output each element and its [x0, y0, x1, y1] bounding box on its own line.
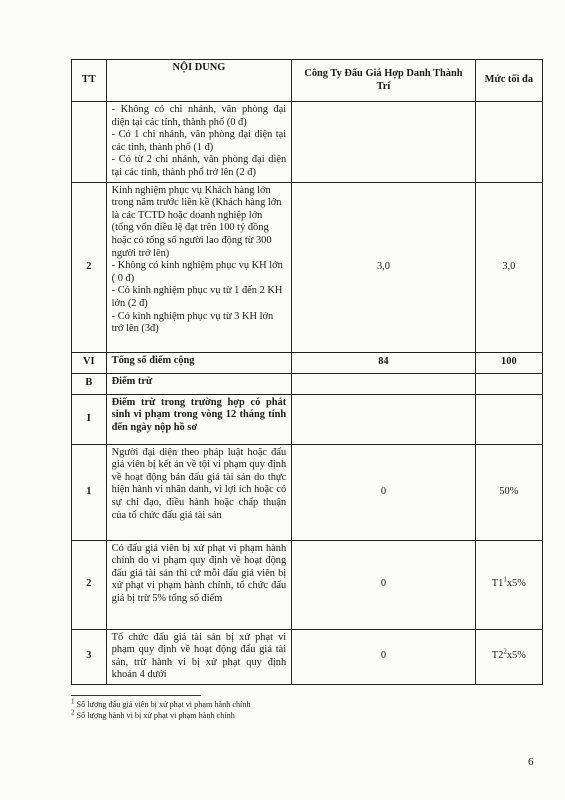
row-line: - Có kinh nghiệm phục vụ từ 3 KH lớn trở lên (3đ): [111, 310, 274, 335]
header-tt: TT: [72, 60, 107, 102]
row-content: Tổ chức đấu giá tài sản bị xử phạt vi phạm quy định về hoạt động đấu giá tài sản, trừ hành vi bị xử phạt quy định khoản 4 dưới: [106, 629, 292, 684]
row-intro: Kinh nghiệm phục vụ Khách hàng lớn trong năm trước liền kề (Khách hàng lớn là các TCTD hoặc doanh nghiệp lớn (tổng vốn điều lệ đạt trên 100 tỷ đồng hoặc có tổng số người lao động từ 300 người trở lên): [111, 184, 282, 259]
table-row: [72, 629, 543, 684]
footnote: [71, 699, 251, 710]
header-company: Công Ty Đấu Giá Hợp Danh Thành Trí: [292, 60, 476, 102]
row-line: - Có kinh nghiệm phục vụ từ 1 đến 2 KH lớn (2 đ): [111, 285, 283, 309]
page-number: 6: [528, 756, 534, 768]
max-prefix: T2: [491, 650, 504, 662]
row-content: Người đại diện theo pháp luật hoặc đấu giá viên bị kết án về tội vi phạm quy định về hoạt động bán đấu giá tài sản do thực hiện hành vi nhân danh, vì lợi ích hoặc có sự chỉ đạo, điều hành hoặc chấp thuận của tổ chức đấu giá tài sản: [106, 444, 292, 540]
row-company-score: 84: [292, 352, 476, 373]
row-company-score: [292, 102, 476, 183]
row-tt: 3: [72, 629, 107, 684]
footnote-ref: 1: [503, 575, 507, 584]
row-content: [106, 182, 292, 352]
footnote-text: Số lượng hành vi bị xử phạt vi phạm hành chính: [76, 711, 235, 720]
row-line: - Không có kinh nghiệm phục vụ KH lớn ( 0 đ): [111, 260, 283, 284]
row-content: Tổng số điểm cộng: [106, 352, 292, 373]
row-content: Điểm trừ: [106, 373, 292, 394]
row-max-score: [475, 102, 542, 183]
table-row: [72, 352, 543, 373]
table-row: [72, 102, 543, 183]
row-line: - Không có chi nhánh, văn phòng đại diện tại các tỉnh, thành phố (0 đ): [111, 104, 287, 128]
row-content: [106, 102, 292, 183]
table-header-row: [72, 60, 543, 102]
row-company-score: [292, 373, 476, 394]
row-company-score: 0: [292, 540, 476, 629]
row-content: Điểm trừ trong trường hợp có phát sinh vi phạm trong vòng 12 tháng tính đến ngày nộp hồ sơ: [106, 394, 292, 444]
row-company-score: 3,0: [292, 182, 476, 352]
table-row: [72, 182, 543, 352]
max-suffix: x5%: [506, 650, 526, 662]
row-max-score: [475, 394, 542, 444]
row-tt: VI: [72, 352, 107, 373]
footnote-number: 1: [71, 697, 75, 706]
table-row: [72, 394, 543, 444]
row-company-score: 0: [292, 444, 476, 540]
row-company-score: [292, 394, 476, 444]
row-max-score: 50%: [475, 444, 542, 540]
row-line: - Có từ 2 chi nhánh, văn phòng đại diện tại các tỉnh, thành phố trở lên (2 đ): [111, 154, 287, 178]
row-max-score: [475, 540, 542, 629]
table-row: [72, 540, 543, 629]
row-tt: 2: [72, 540, 107, 629]
row-max-score: 3,0: [475, 182, 542, 352]
row-max-score: [475, 373, 542, 394]
row-tt: I: [72, 394, 107, 444]
table-row: [72, 373, 543, 394]
row-tt: [72, 102, 107, 183]
row-max-score: 100: [475, 352, 542, 373]
row-line: - Có 1 chi nhánh, văn phòng đại diện tại các tỉnh, thành phố (1 đ): [111, 129, 287, 153]
row-tt: 2: [72, 182, 107, 352]
table-row: [72, 444, 543, 540]
row-tt: B: [72, 373, 107, 394]
footnote-ref: 2: [503, 647, 507, 656]
row-max-score: [475, 629, 542, 684]
max-suffix: x5%: [506, 578, 526, 590]
footnote-text: Số lượng đấu giá viên bị xử phạt vi phạm hành chính: [76, 700, 251, 709]
max-prefix: T1: [491, 578, 504, 590]
header-muc-toi-da: Mức tối đa: [475, 60, 542, 102]
scoring-table: [71, 59, 543, 685]
row-content: Có đấu giá viên bị xử phạt vi phạm hành chính do vi phạm quy định về hoạt động đấu giá tài sản thì cứ mỗi đấu giá viên bị xử phạt vi phạm hành chính, tổ chức đấu giá bị trừ 5% tổng số điểm: [106, 540, 292, 629]
header-noi-dung: NỘI DUNG: [106, 60, 292, 102]
row-tt: 1: [72, 444, 107, 540]
footnotes: [71, 699, 251, 721]
footnote-number: 2: [71, 708, 75, 717]
footnote-divider: [71, 695, 201, 696]
row-company-score: 0: [292, 629, 476, 684]
footnote: [71, 710, 251, 721]
